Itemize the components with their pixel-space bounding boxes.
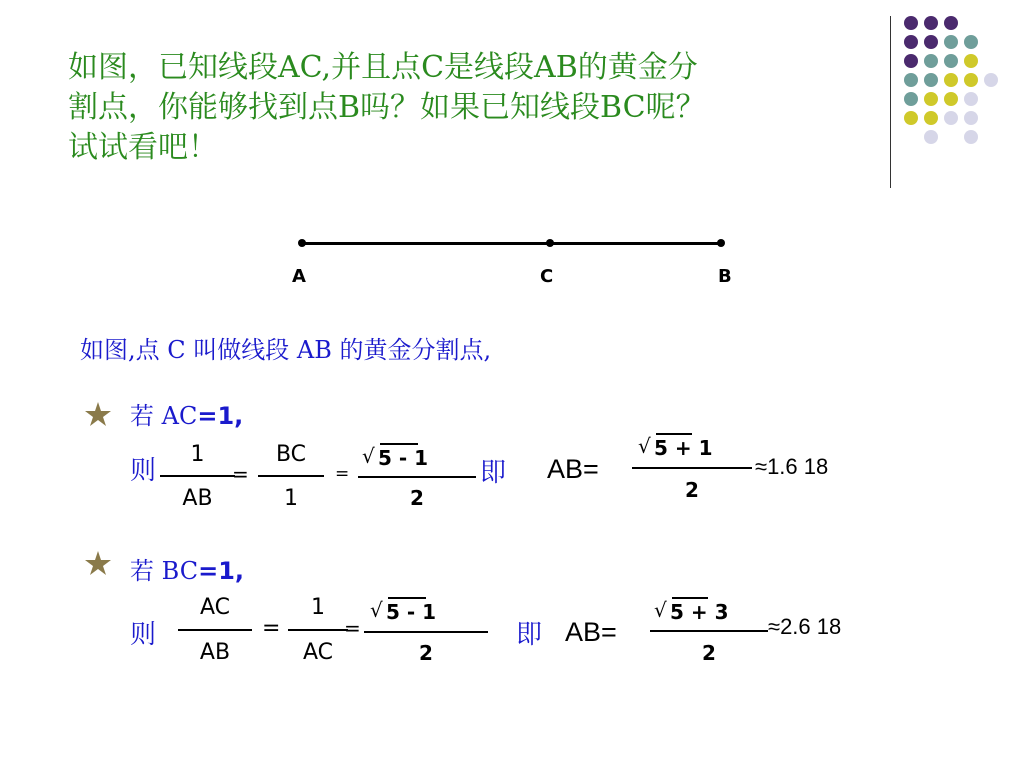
case2-f3-denominator: 2 bbox=[419, 641, 433, 665]
decorative-dot bbox=[924, 73, 938, 87]
case1-fraction-2 bbox=[258, 440, 324, 516]
decorative-dot bbox=[924, 130, 938, 144]
fraction-bar bbox=[288, 629, 348, 631]
decorative-dot bbox=[964, 73, 978, 87]
fraction-bar bbox=[364, 631, 488, 633]
label-a: A bbox=[292, 266, 306, 287]
star-bullet-icon bbox=[84, 400, 112, 428]
case2-f2-denominator: AC bbox=[302, 640, 334, 665]
case2-cond-value: =1, bbox=[198, 557, 245, 585]
sqrt-vinculum bbox=[388, 597, 426, 599]
title-line-3: 试试看吧！ bbox=[68, 130, 218, 165]
decorative-dot bbox=[904, 54, 918, 68]
decorative-dot bbox=[944, 92, 958, 106]
star-bullet-icon bbox=[84, 549, 112, 577]
decorative-dot bbox=[904, 111, 918, 125]
decorative-dot bbox=[964, 130, 978, 144]
case2-fraction-4 bbox=[650, 594, 768, 670]
definition-text: 如图,点 C 叫做线段 AB 的黄金分割点, bbox=[80, 336, 492, 364]
fraction-bar bbox=[258, 475, 324, 477]
case2-f4-numerator: 5 + 3 bbox=[670, 600, 729, 624]
decorative-dot bbox=[924, 92, 938, 106]
decorative-dot bbox=[964, 92, 978, 106]
case1-f4-denominator: 2 bbox=[685, 478, 699, 502]
case1-fraction-4 bbox=[632, 430, 752, 506]
case1-ze: 则 bbox=[130, 456, 157, 486]
case1-ab-label: AB= bbox=[547, 454, 599, 484]
sqrt-symbol: √ bbox=[654, 598, 667, 622]
case1-cond-prefix: 若 AC bbox=[130, 402, 198, 430]
case1-condition bbox=[130, 396, 243, 431]
fraction-bar bbox=[358, 476, 476, 478]
case2-f1-numerator: AC bbox=[199, 595, 231, 620]
sqrt-vinculum bbox=[672, 597, 708, 599]
divider-line bbox=[890, 16, 891, 188]
case2-f4-denominator: 2 bbox=[702, 641, 716, 665]
label-c: C bbox=[540, 266, 554, 287]
case2-ze: 则 bbox=[130, 620, 157, 650]
decorative-dot bbox=[924, 35, 938, 49]
fraction-bar bbox=[632, 467, 752, 469]
case1-fraction-1 bbox=[160, 440, 235, 516]
decorative-dot bbox=[924, 54, 938, 68]
case2-fraction-2 bbox=[288, 593, 348, 669]
decorative-dot bbox=[924, 111, 938, 125]
sqrt-symbol: √ bbox=[370, 598, 383, 622]
case2-ji: 即 bbox=[516, 620, 543, 650]
case1-f1-denominator: AB bbox=[182, 486, 213, 511]
fraction-bar bbox=[650, 630, 768, 632]
point-b bbox=[717, 239, 725, 247]
sqrt-vinculum bbox=[656, 433, 692, 435]
decorative-dot bbox=[904, 92, 918, 106]
decorative-dot bbox=[944, 35, 958, 49]
case2-eq-1: = bbox=[262, 616, 281, 641]
fraction-bar bbox=[160, 475, 235, 477]
case1-f3-denominator: 2 bbox=[410, 486, 424, 510]
segment-ab-line bbox=[302, 242, 722, 245]
decorative-dot bbox=[924, 16, 938, 30]
title-line-1: 如图，已知线段AC,并且点C是线段AB的黄金分 bbox=[68, 50, 698, 85]
case1-eq-1: = bbox=[232, 462, 249, 486]
decorative-dot bbox=[904, 35, 918, 49]
decorative-dot bbox=[944, 111, 958, 125]
decorative-dot bbox=[964, 111, 978, 125]
case2-cond-prefix: 若 BC bbox=[130, 557, 199, 585]
decorative-dot bbox=[944, 16, 958, 30]
decorative-dot bbox=[904, 73, 918, 87]
case1-f2-numerator: BC bbox=[275, 442, 307, 467]
slide-title bbox=[68, 48, 878, 168]
case1-f3-numerator: 5 - 1 bbox=[378, 446, 429, 470]
fraction-bar bbox=[178, 629, 252, 631]
case2-f2-numerator: 1 bbox=[311, 595, 325, 620]
case1-cond-value: =1, bbox=[197, 402, 244, 430]
case1-approx: ≈1.6 18 bbox=[755, 454, 829, 479]
case2-f1-denominator: AB bbox=[199, 640, 231, 665]
case1-f4-numerator: 5 + 1 bbox=[654, 436, 713, 460]
case1-ji: 即 bbox=[480, 458, 507, 488]
decorative-dot bbox=[904, 16, 918, 30]
sqrt-symbol: √ bbox=[362, 444, 375, 468]
case1-fraction-3 bbox=[358, 440, 476, 516]
point-c bbox=[546, 239, 554, 247]
sqrt-vinculum bbox=[380, 443, 418, 445]
case2-eq-2: = bbox=[344, 616, 361, 640]
decorative-dot bbox=[984, 73, 998, 87]
case1-f1-numerator: 1 bbox=[190, 442, 205, 467]
point-a bbox=[298, 239, 306, 247]
case2-ab-label: AB= bbox=[565, 617, 617, 647]
case1-eq-2: = bbox=[335, 464, 350, 484]
decorative-dot bbox=[944, 73, 958, 87]
title-line-2: 割点，你能够找到点B吗？如果已知线段BC呢？ bbox=[68, 90, 706, 125]
case2-condition bbox=[130, 551, 244, 586]
case2-fraction-3 bbox=[364, 594, 488, 670]
label-b: B bbox=[718, 266, 732, 287]
decorative-dot bbox=[964, 54, 978, 68]
case1-f2-denominator: 1 bbox=[284, 486, 298, 511]
decorative-dot bbox=[964, 35, 978, 49]
sqrt-symbol: √ bbox=[638, 434, 651, 458]
case2-f3-numerator: 5 - 1 bbox=[386, 600, 437, 624]
case2-fraction-1 bbox=[178, 593, 252, 669]
case2-approx: ≈2.6 18 bbox=[768, 614, 842, 639]
decorative-dot bbox=[944, 54, 958, 68]
